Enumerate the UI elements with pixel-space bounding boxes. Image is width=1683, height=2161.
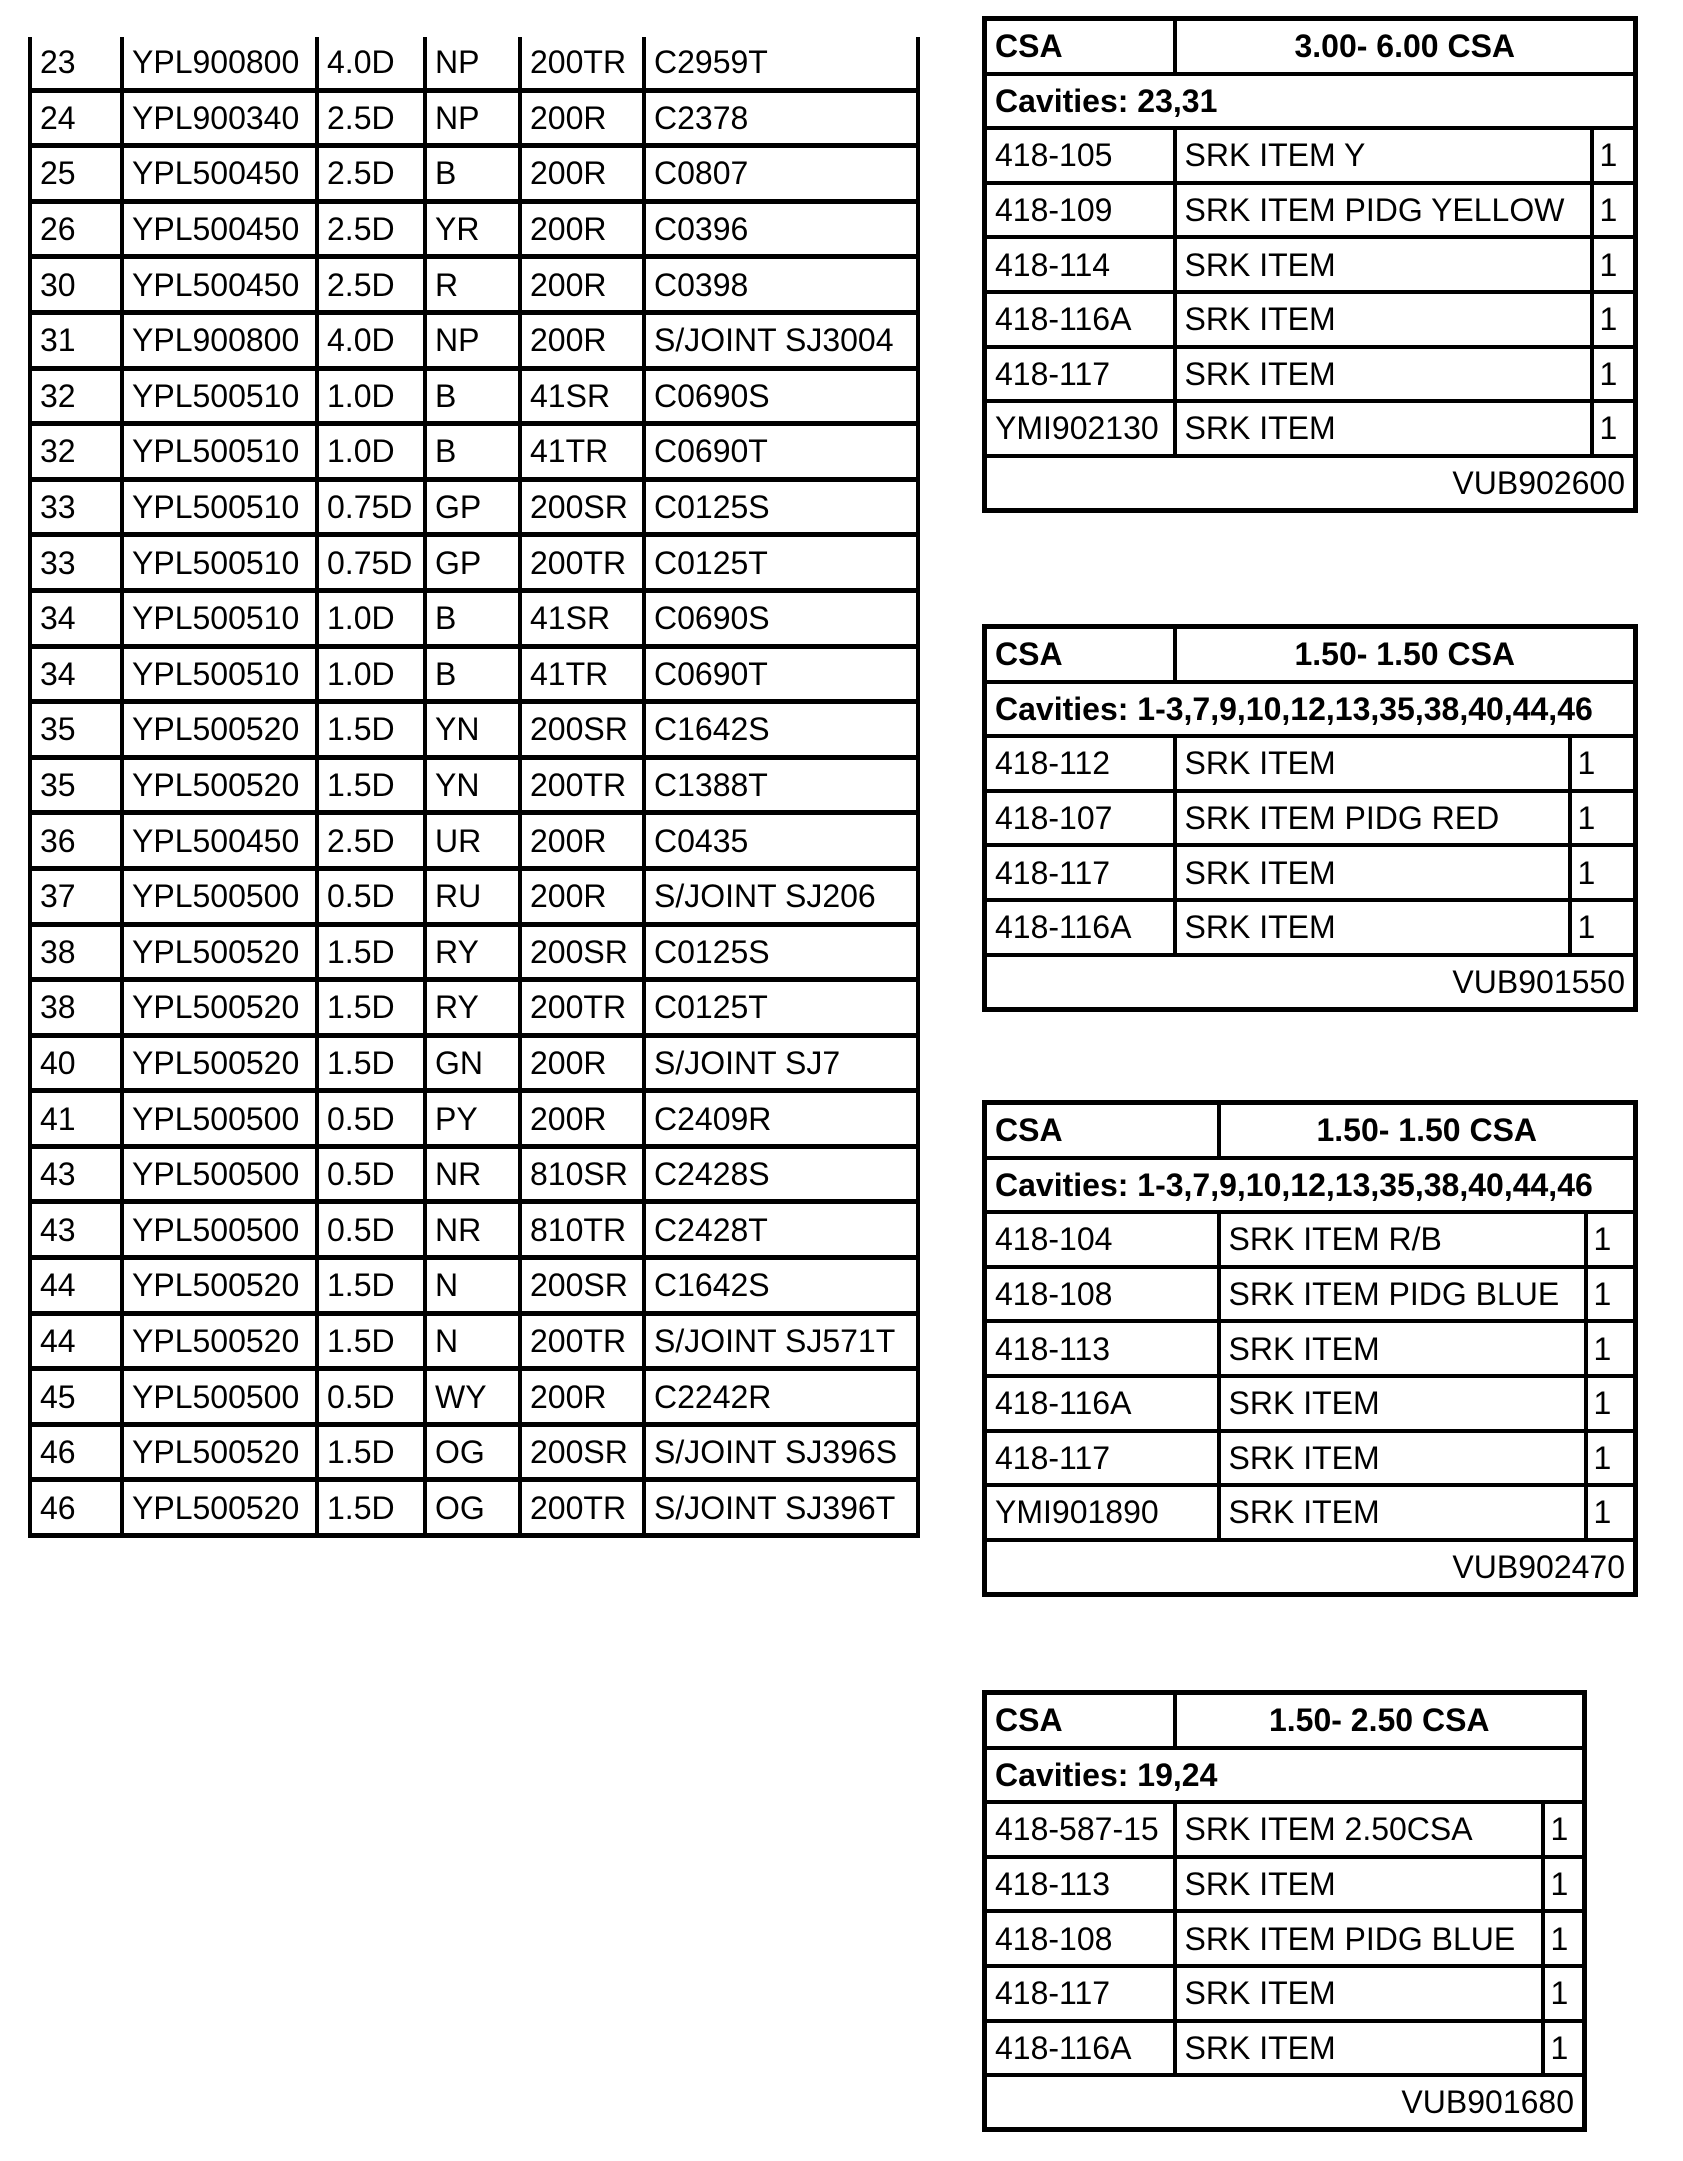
wire-strip-cell: 200SR (520, 479, 644, 535)
wire-colour-cell: N (425, 1258, 520, 1314)
wire-cavity-cell: 36 (30, 813, 122, 869)
wire-row (30, 368, 918, 424)
item-description-cell: SRK ITEM PIDG YELLOW (1175, 183, 1592, 238)
wire-strip-cell: 200TR (520, 757, 644, 813)
item-code-cell: 418-116A (985, 1376, 1219, 1431)
wire-row (30, 702, 918, 758)
wire-csa-cell: 2.5D (317, 201, 425, 257)
item-description-cell: SRK ITEM (1219, 1376, 1586, 1431)
wire-row (30, 312, 918, 368)
wire-csa-cell: 0.5D (317, 1091, 425, 1147)
wire-destination-cell: C0690T (644, 646, 918, 702)
cavities-label: Cavities: 1-3,7,9,10,12,13,35,38,40,44,46 (985, 1158, 1636, 1213)
part-item-row (985, 1911, 1585, 1966)
wire-csa-cell: 1.5D (317, 1313, 425, 1369)
wire-strip-cell: 200SR (520, 1258, 644, 1314)
wire-row (30, 1424, 918, 1480)
wire-row (30, 646, 918, 702)
wire-row (30, 757, 918, 813)
wire-cavity-cell: 46 (30, 1480, 122, 1536)
wire-colour-cell: B (425, 646, 520, 702)
csa-range: 1.50- 2.50 CSA (1175, 1693, 1585, 1748)
wire-cavity-cell: 34 (30, 590, 122, 646)
wire-strip-cell: 810SR (520, 1146, 644, 1202)
wire-cavity-cell: 41 (30, 1091, 122, 1147)
wire-part-number-cell: YPL500500 (122, 1369, 317, 1425)
wire-destination-cell: S/JOINT SJ3004 (644, 312, 918, 368)
wire-part-number-cell: YPL500520 (122, 1258, 317, 1314)
item-code-cell: 418-116A (985, 2021, 1175, 2076)
item-qty-cell: 1 (1543, 1857, 1585, 1912)
wire-row (30, 980, 918, 1036)
csa-range: 3.00- 6.00 CSA (1175, 19, 1636, 74)
wire-strip-cell: 200R (520, 257, 644, 313)
wire-csa-cell: 1.5D (317, 702, 425, 758)
wire-strip-cell: 200SR (520, 702, 644, 758)
wire-strip-cell: 41TR (520, 646, 644, 702)
item-code-cell: 418-109 (985, 183, 1175, 238)
wire-row (30, 1035, 918, 1091)
wire-cavity-cell: 38 (30, 980, 122, 1036)
part-item-row (985, 1376, 1636, 1431)
item-qty-cell: 1 (1586, 1376, 1636, 1431)
wire-csa-cell: 1.5D (317, 980, 425, 1036)
wire-colour-cell: OG (425, 1424, 520, 1480)
part-item-row (985, 1966, 1585, 2021)
part-item-row (985, 183, 1636, 238)
wire-destination-cell: C1388T (644, 757, 918, 813)
wire-table (28, 37, 920, 1538)
wire-row (30, 1091, 918, 1147)
wire-colour-cell: N (425, 1313, 520, 1369)
wire-colour-cell: YR (425, 201, 520, 257)
wire-row (30, 479, 918, 535)
item-code-cell: 418-117 (985, 845, 1175, 900)
item-qty-cell: 1 (1586, 1267, 1636, 1322)
part-item-row (985, 736, 1636, 791)
item-code-cell: 418-105 (985, 128, 1175, 183)
wire-cavity-cell: 40 (30, 1035, 122, 1091)
item-qty-cell: 1 (1592, 292, 1636, 347)
item-code-cell: 418-587-15 (985, 1802, 1175, 1857)
item-description-cell: SRK ITEM R/B (1219, 1212, 1586, 1267)
part-item-row (985, 401, 1636, 456)
wire-csa-cell: 0.5D (317, 1146, 425, 1202)
item-qty-cell: 1 (1543, 1966, 1585, 2021)
part-item-row (985, 1485, 1636, 1540)
wire-strip-cell: 200R (520, 868, 644, 924)
item-qty-cell: 1 (1592, 347, 1636, 402)
item-qty-cell: 1 (1586, 1431, 1636, 1486)
part-code: VUB902600 (985, 456, 1636, 511)
wire-strip-cell: 200R (520, 146, 644, 202)
wire-colour-cell: B (425, 146, 520, 202)
csa-range: 1.50- 1.50 CSA (1219, 1103, 1636, 1158)
wire-colour-cell: YN (425, 757, 520, 813)
item-qty-cell: 1 (1570, 736, 1636, 791)
item-description-cell: SRK ITEM PIDG BLUE (1219, 1267, 1586, 1322)
wire-destination-cell: C0807 (644, 146, 918, 202)
item-description-cell: SRK ITEM (1219, 1321, 1586, 1376)
wire-colour-cell: B (425, 424, 520, 480)
item-description-cell: SRK ITEM PIDG RED (1175, 791, 1570, 846)
cavities-label: Cavities: 23,31 (985, 74, 1636, 129)
item-qty-cell: 1 (1570, 900, 1636, 955)
item-code-cell: 418-113 (985, 1321, 1219, 1376)
csa-label: CSA (985, 1103, 1219, 1158)
item-description-cell: SRK ITEM (1175, 2021, 1543, 2076)
item-description-cell: SRK ITEM PIDG BLUE (1175, 1911, 1543, 1966)
wire-cavity-cell: 38 (30, 924, 122, 980)
part-box-4 (982, 1690, 1587, 2132)
wire-row (30, 37, 918, 90)
item-code-cell: 418-116A (985, 900, 1175, 955)
part-item-row (985, 1212, 1636, 1267)
wire-part-number-cell: YPL500500 (122, 1091, 317, 1147)
wire-cavity-cell: 26 (30, 201, 122, 257)
part-item-row (985, 292, 1636, 347)
wire-destination-cell: C0690S (644, 368, 918, 424)
wire-csa-cell: 1.5D (317, 1480, 425, 1536)
wire-part-number-cell: YPL500510 (122, 590, 317, 646)
wire-csa-cell: 1.5D (317, 1258, 425, 1314)
wire-csa-cell: 1.0D (317, 590, 425, 646)
wire-csa-cell: 1.0D (317, 368, 425, 424)
item-code-cell: 418-117 (985, 1966, 1175, 2021)
wire-row (30, 1202, 918, 1258)
wire-destination-cell: S/JOINT SJ396T (644, 1480, 918, 1536)
wire-colour-cell: GP (425, 479, 520, 535)
item-description-cell: SRK ITEM (1219, 1485, 1586, 1540)
part-code: VUB901550 (985, 955, 1636, 1010)
wire-csa-cell: 0.5D (317, 868, 425, 924)
wire-strip-cell: 200TR (520, 980, 644, 1036)
part-item-row (985, 900, 1636, 955)
item-description-cell: SRK ITEM (1175, 845, 1570, 900)
wire-destination-cell: S/JOINT SJ206 (644, 868, 918, 924)
wire-colour-cell: NP (425, 37, 520, 90)
wire-cavity-cell: 43 (30, 1146, 122, 1202)
wire-colour-cell: YN (425, 702, 520, 758)
wire-colour-cell: PY (425, 1091, 520, 1147)
wire-row (30, 924, 918, 980)
wire-strip-cell: 200TR (520, 535, 644, 591)
wire-part-number-cell: YPL500520 (122, 980, 317, 1036)
wire-strip-cell: 200TR (520, 1313, 644, 1369)
wire-destination-cell: C2242R (644, 1369, 918, 1425)
wire-destination-cell: S/JOINT SJ7 (644, 1035, 918, 1091)
wire-destination-cell: C2428T (644, 1202, 918, 1258)
wire-csa-cell: 1.0D (317, 424, 425, 480)
part-item-row (985, 1431, 1636, 1486)
wire-cavity-cell: 35 (30, 702, 122, 758)
item-code-cell: 418-112 (985, 736, 1175, 791)
wire-strip-cell: 200R (520, 813, 644, 869)
item-code-cell: YMI901890 (985, 1485, 1219, 1540)
wire-destination-cell: C1642S (644, 1258, 918, 1314)
wire-cavity-cell: 44 (30, 1258, 122, 1314)
wire-destination-cell: C0690S (644, 590, 918, 646)
wire-csa-cell: 2.5D (317, 146, 425, 202)
wire-colour-cell: NP (425, 312, 520, 368)
wire-part-number-cell: YPL900800 (122, 37, 317, 90)
item-description-cell: SRK ITEM (1175, 401, 1592, 456)
wire-strip-cell: 810TR (520, 1202, 644, 1258)
item-code-cell: YMI902130 (985, 401, 1175, 456)
wire-part-number-cell: YPL900800 (122, 312, 317, 368)
wire-cavity-cell: 25 (30, 146, 122, 202)
part-item-row (985, 1857, 1585, 1912)
wire-destination-cell: C2378 (644, 90, 918, 146)
item-qty-cell: 1 (1543, 1802, 1585, 1857)
item-code-cell: 418-108 (985, 1911, 1175, 1966)
wire-row (30, 1146, 918, 1202)
wire-cavity-cell: 43 (30, 1202, 122, 1258)
wire-colour-cell: B (425, 590, 520, 646)
wire-strip-cell: 200R (520, 312, 644, 368)
wire-part-number-cell: YPL500520 (122, 1035, 317, 1091)
wire-part-number-cell: YPL500520 (122, 757, 317, 813)
item-qty-cell: 1 (1586, 1321, 1636, 1376)
item-description-cell: SRK ITEM Y (1175, 128, 1592, 183)
wire-cavity-cell: 34 (30, 646, 122, 702)
cavities-label: Cavities: 19,24 (985, 1748, 1585, 1803)
item-qty-cell: 1 (1592, 183, 1636, 238)
wire-destination-cell: C0690T (644, 424, 918, 480)
wire-colour-cell: NP (425, 90, 520, 146)
wire-csa-cell: 2.5D (317, 90, 425, 146)
part-item-row (985, 1321, 1636, 1376)
wire-part-number-cell: YPL900340 (122, 90, 317, 146)
wire-row (30, 590, 918, 646)
wire-part-number-cell: YPL500510 (122, 424, 317, 480)
wire-part-number-cell: YPL500500 (122, 1202, 317, 1258)
part-item-row (985, 791, 1636, 846)
wire-strip-cell: 200R (520, 90, 644, 146)
wire-cavity-cell: 45 (30, 1369, 122, 1425)
wire-part-number-cell: YPL500510 (122, 646, 317, 702)
wire-csa-cell: 1.5D (317, 757, 425, 813)
wire-colour-cell: UR (425, 813, 520, 869)
part-item-row (985, 237, 1636, 292)
wire-part-number-cell: YPL500450 (122, 257, 317, 313)
wire-row (30, 1313, 918, 1369)
wire-cavity-cell: 31 (30, 312, 122, 368)
item-qty-cell: 1 (1570, 791, 1636, 846)
item-description-cell: SRK ITEM 2.50CSA (1175, 1802, 1543, 1857)
wire-cavity-cell: 33 (30, 479, 122, 535)
wire-colour-cell: GN (425, 1035, 520, 1091)
wire-part-number-cell: YPL500450 (122, 813, 317, 869)
csa-label: CSA (985, 627, 1175, 682)
wire-row (30, 1480, 918, 1536)
wire-part-number-cell: YPL500510 (122, 535, 317, 591)
wire-destination-cell: C0435 (644, 813, 918, 869)
wire-colour-cell: WY (425, 1369, 520, 1425)
part-item-row (985, 2021, 1585, 2076)
item-code-cell: 418-108 (985, 1267, 1219, 1322)
wire-colour-cell: RU (425, 868, 520, 924)
wire-strip-cell: 200R (520, 201, 644, 257)
wire-csa-cell: 0.5D (317, 1202, 425, 1258)
wire-destination-cell: C0125S (644, 479, 918, 535)
item-code-cell: 418-107 (985, 791, 1175, 846)
wire-destination-cell: C0125T (644, 535, 918, 591)
item-description-cell: SRK ITEM (1175, 237, 1592, 292)
wire-colour-cell: RY (425, 980, 520, 1036)
wire-csa-cell: 2.5D (317, 813, 425, 869)
item-description-cell: SRK ITEM (1175, 900, 1570, 955)
wire-colour-cell: B (425, 368, 520, 424)
item-qty-cell: 1 (1543, 2021, 1585, 2076)
wire-row (30, 1258, 918, 1314)
wire-part-number-cell: YPL500520 (122, 1313, 317, 1369)
part-item-row (985, 347, 1636, 402)
wire-destination-cell: C0398 (644, 257, 918, 313)
wire-cavity-cell: 37 (30, 868, 122, 924)
item-description-cell: SRK ITEM (1175, 347, 1592, 402)
wire-row (30, 813, 918, 869)
part-box-1 (982, 16, 1638, 513)
wire-destination-cell: S/JOINT SJ571T (644, 1313, 918, 1369)
item-code-cell: 418-116A (985, 292, 1175, 347)
item-qty-cell: 1 (1592, 128, 1636, 183)
item-code-cell: 418-117 (985, 1431, 1219, 1486)
wire-csa-cell: 4.0D (317, 37, 425, 90)
wire-strip-cell: 41SR (520, 368, 644, 424)
wire-strip-cell: 200SR (520, 924, 644, 980)
wire-part-number-cell: YPL500450 (122, 201, 317, 257)
wire-csa-cell: 0.75D (317, 535, 425, 591)
wire-strip-cell: 200R (520, 1035, 644, 1091)
wire-strip-cell: 200R (520, 1091, 644, 1147)
wire-colour-cell: NR (425, 1202, 520, 1258)
wire-csa-cell: 4.0D (317, 312, 425, 368)
item-code-cell: 418-104 (985, 1212, 1219, 1267)
wire-cavity-cell: 32 (30, 368, 122, 424)
item-description-cell: SRK ITEM (1175, 1857, 1543, 1912)
wire-row (30, 257, 918, 313)
wire-strip-cell: 200TR (520, 37, 644, 90)
part-box-2 (982, 624, 1638, 1012)
wire-part-number-cell: YPL500520 (122, 1480, 317, 1536)
wire-destination-cell: C1642S (644, 702, 918, 758)
wire-part-number-cell: YPL500520 (122, 924, 317, 980)
wire-csa-cell: 1.5D (317, 924, 425, 980)
wire-destination-cell: C0125T (644, 980, 918, 1036)
wire-cavity-cell: 23 (30, 37, 122, 90)
wire-part-number-cell: YPL500520 (122, 702, 317, 758)
item-code-cell: 418-114 (985, 237, 1175, 292)
part-code: VUB902470 (985, 1540, 1636, 1595)
item-qty-cell: 1 (1592, 237, 1636, 292)
wire-colour-cell: OG (425, 1480, 520, 1536)
item-qty-cell: 1 (1586, 1485, 1636, 1540)
wire-strip-cell: 41SR (520, 590, 644, 646)
part-item-row (985, 128, 1636, 183)
item-code-cell: 418-113 (985, 1857, 1175, 1912)
wire-cavity-cell: 35 (30, 757, 122, 813)
item-qty-cell: 1 (1543, 1911, 1585, 1966)
wire-row (30, 90, 918, 146)
item-qty-cell: 1 (1592, 401, 1636, 456)
wire-strip-cell: 200TR (520, 1480, 644, 1536)
item-description-cell: SRK ITEM (1175, 292, 1592, 347)
wire-destination-cell: C0125S (644, 924, 918, 980)
part-code: VUB901680 (985, 2075, 1585, 2130)
wire-cavity-cell: 32 (30, 424, 122, 480)
wire-csa-cell: 2.5D (317, 257, 425, 313)
wire-row (30, 424, 918, 480)
wire-destination-cell: C0396 (644, 201, 918, 257)
wire-destination-cell: C2409R (644, 1091, 918, 1147)
wire-part-number-cell: YPL500500 (122, 868, 317, 924)
wire-strip-cell: 200SR (520, 1424, 644, 1480)
wire-colour-cell: R (425, 257, 520, 313)
part-item-row (985, 845, 1636, 900)
wire-csa-cell: 1.5D (317, 1035, 425, 1091)
wire-csa-cell: 1.0D (317, 646, 425, 702)
wire-colour-cell: GP (425, 535, 520, 591)
wire-part-number-cell: YPL500520 (122, 1424, 317, 1480)
wire-part-number-cell: YPL500450 (122, 146, 317, 202)
wire-cavity-cell: 44 (30, 1313, 122, 1369)
part-item-row (985, 1267, 1636, 1322)
wire-destination-cell: S/JOINT SJ396S (644, 1424, 918, 1480)
part-box-3 (982, 1100, 1638, 1597)
item-description-cell: SRK ITEM (1175, 1966, 1543, 2021)
wire-cavity-cell: 30 (30, 257, 122, 313)
part-item-row (985, 1802, 1585, 1857)
wire-destination-cell: C2959T (644, 37, 918, 90)
wire-cavity-cell: 24 (30, 90, 122, 146)
wire-colour-cell: NR (425, 1146, 520, 1202)
wire-csa-cell: 0.5D (317, 1369, 425, 1425)
csa-range: 1.50- 1.50 CSA (1175, 627, 1636, 682)
item-qty-cell: 1 (1570, 845, 1636, 900)
wire-row (30, 868, 918, 924)
item-description-cell: SRK ITEM (1219, 1431, 1586, 1486)
wire-cavity-cell: 33 (30, 535, 122, 591)
wire-csa-cell: 1.5D (317, 1424, 425, 1480)
cavities-label: Cavities: 1-3,7,9,10,12,13,35,38,40,44,46 (985, 682, 1636, 737)
csa-label: CSA (985, 19, 1175, 74)
wire-strip-cell: 41TR (520, 424, 644, 480)
wire-part-number-cell: YPL500510 (122, 368, 317, 424)
item-description-cell: SRK ITEM (1175, 736, 1570, 791)
item-qty-cell: 1 (1586, 1212, 1636, 1267)
wire-destination-cell: C2428S (644, 1146, 918, 1202)
wire-csa-cell: 0.75D (317, 479, 425, 535)
wire-cavity-cell: 46 (30, 1424, 122, 1480)
wire-row (30, 1369, 918, 1425)
wire-strip-cell: 200R (520, 1369, 644, 1425)
item-code-cell: 418-117 (985, 347, 1175, 402)
wire-row (30, 146, 918, 202)
wire-row (30, 201, 918, 257)
wire-part-number-cell: YPL500510 (122, 479, 317, 535)
csa-label: CSA (985, 1693, 1175, 1748)
wire-colour-cell: RY (425, 924, 520, 980)
wire-row (30, 535, 918, 591)
wire-part-number-cell: YPL500500 (122, 1146, 317, 1202)
